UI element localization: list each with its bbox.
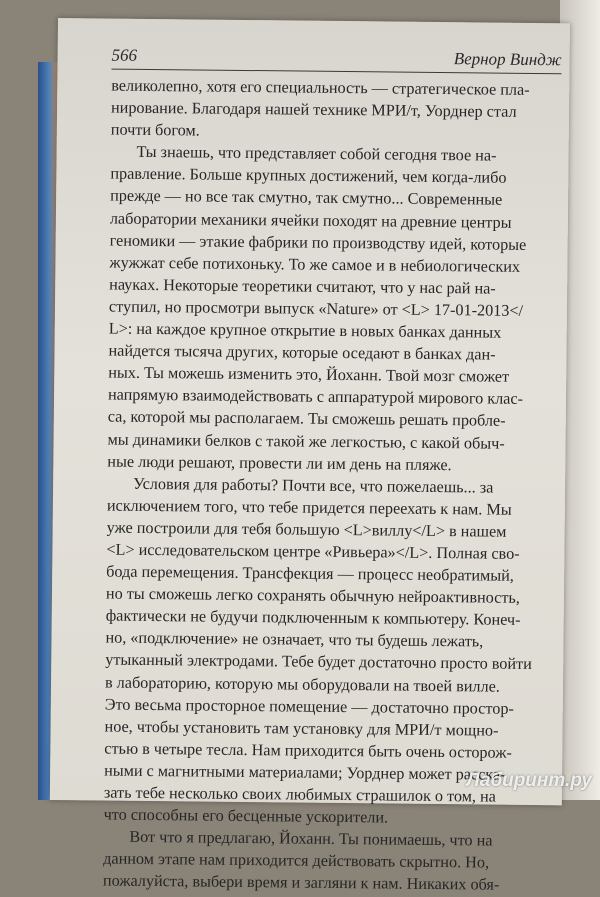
watermark-logo: Лабиринт.ру: [466, 770, 592, 791]
text-line: са, которой мы располагаем. Ты сможешь решать пробле-: [107, 407, 506, 431]
text-line: Ты знаешь, что представляет собой сегодня твое на-: [136, 143, 497, 165]
text-line: утыканный электродами. Тебе будет достаточно просто войти: [105, 650, 532, 674]
running-author: Вернор Виндж: [453, 49, 562, 70]
text-line: Это весьма просторное помещение — достаточно простор-: [104, 695, 514, 718]
text-line: бода перемещения. Трансфекция — процесс необратимый,: [106, 562, 514, 585]
text-line: великолепно, хотя его специальность — стратегическое пла-: [111, 76, 530, 99]
text-line: ное, чтобы установить там установку для МРИ/т мощно-: [104, 717, 499, 740]
text-line: что способны его бесценные ускорители.: [103, 805, 389, 827]
text-line: пожалуйста, выбери время и загляни к нам. Никаких обя-: [102, 871, 500, 895]
text-line: лаборатории механики ячейки походят на древние центры: [109, 209, 512, 232]
text-line: зать тебе несколько своих любимых страшилок о том, на: [103, 783, 497, 806]
text-line: ных. Ты можешь изменить это, Йоханн. Твой мозг сможет: [108, 363, 510, 386]
page-number: 566: [111, 45, 138, 65]
text-line: ные люди решают, провести ли им день на пляже.: [107, 452, 452, 474]
text-line: но ты сможешь легко сохранять обычную нейроактивность,: [105, 584, 520, 608]
text-line: уже построили для тебя большую <L>виллу</L> в нашем: [106, 518, 507, 541]
text-line: данном этапе нам приходится действовать скрытно. Но,: [103, 849, 490, 872]
text-line: найдется тысяча других, которые оседают в банках дан-: [108, 341, 496, 364]
text-line: L>: на каждое крупное открытие в новых банках данных: [108, 319, 502, 342]
text-line: ными с магнитными материалами; Уорднер может расска-: [104, 761, 506, 784]
text-line: жужжат себе потихоньку. То же самое и в небиологических: [109, 253, 521, 276]
text-line: фактически не будучи подключенным к компьютеру. Конеч-: [105, 606, 521, 630]
running-header: [111, 41, 561, 75]
text-line: в лабораторию, которую мы оборудовали на твоей вилле.: [104, 673, 500, 696]
text-line: геномики — этакие фабрики по производству идей, которые: [109, 231, 527, 254]
text-line: Вот что я предлагаю, Йоханн. Ты понимаешь, что на: [129, 827, 493, 850]
text-line: науках. Некоторые теоретики считают, что у нас рай на-: [109, 275, 496, 298]
text-line: но, «подключение» не означает, что ты будешь лежать,: [105, 628, 484, 651]
text-line: <L> исследовательском центре «Ривьера»</L>. Полная сво-: [106, 540, 520, 563]
text-line: правление. Больше крупных достижений, чем когда-либо: [110, 164, 507, 188]
text-line: нирование. Благодаря нашей технике МРИ/т, Уорднер стал: [110, 98, 517, 121]
text-line: ступил, но просмотри выпуск «Nature» от <L> 17-01-2013</: [108, 297, 524, 320]
text-line: Условия для работы? Почти все, что пожелаешь... за: [133, 474, 494, 497]
text-line: исключением того, что тебе придется переехать к нам. Мы: [106, 496, 512, 519]
text-line: мы динамики белков с такой же легкостью, с какой обыч-: [107, 430, 505, 453]
book-page: [50, 18, 570, 895]
text-line: прежде — но все так смутно, так смутно... Современные: [110, 187, 503, 210]
text-line: стью в четыре тесла. Нам приходится быть очень осторож-: [104, 739, 512, 762]
text-line: напрямую взаимодействовать с аппаратурой мирового клас-: [107, 385, 524, 409]
text-line: почти богом.: [110, 120, 200, 140]
